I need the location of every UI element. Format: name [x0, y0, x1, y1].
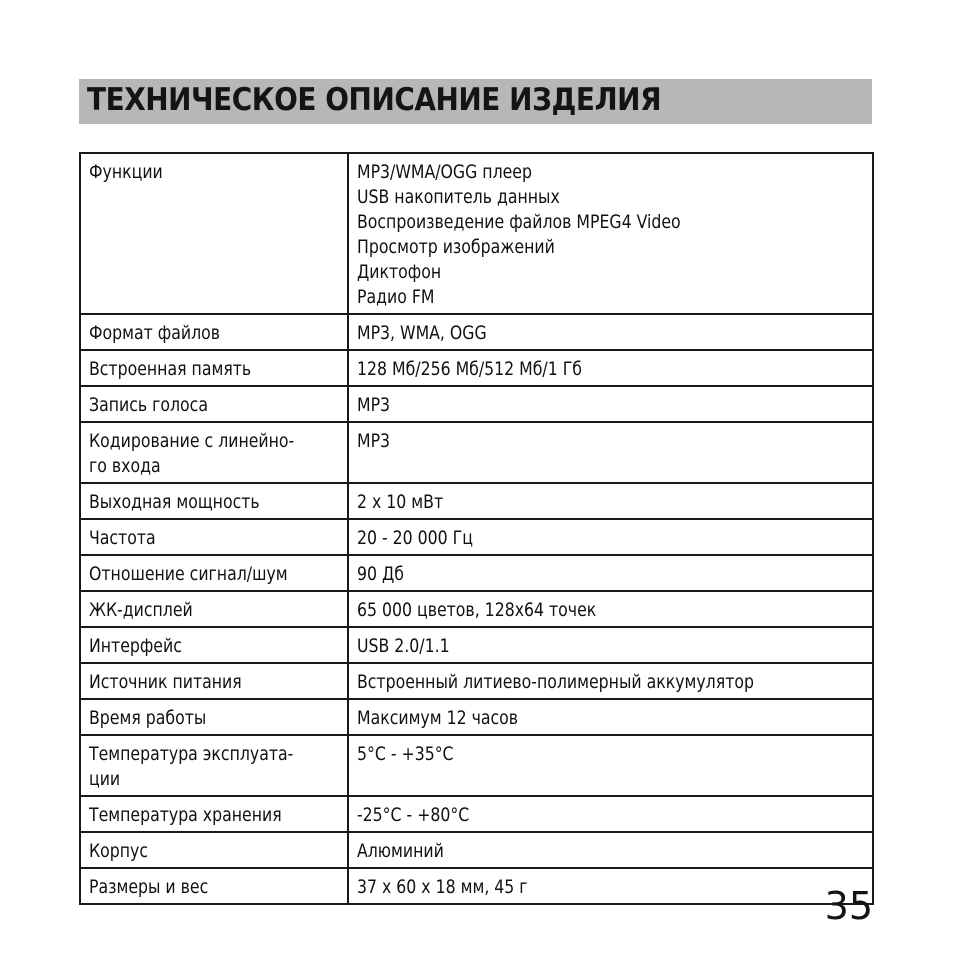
spec-label-line: Корпус [89, 840, 149, 862]
spec-value-cell [348, 868, 873, 904]
spec-label-line: Температура хранения [89, 804, 282, 826]
table-row [80, 555, 873, 591]
spec-value-line: 65 000 цветов, 128х64 точек [357, 599, 597, 621]
spec-value-line: 128 Мб/256 Мб/512 Мб/1 Гб [357, 358, 582, 380]
spec-label-line: Время работы [89, 707, 207, 729]
spec-label [89, 429, 319, 479]
spec-value-line: MP3 [357, 394, 391, 416]
spec-value-line: Воспроизведение файлов MPEG4 Video [357, 211, 681, 233]
spec-value-cell [348, 519, 873, 555]
spec-value-line: -25°С - +80°С [357, 804, 470, 826]
spec-label-line: Отношение сигнал/шум [89, 563, 288, 585]
spec-label-cell [80, 314, 348, 350]
spec-label [89, 875, 319, 900]
spec-value-cell [348, 483, 873, 519]
spec-label-cell [80, 555, 348, 591]
spec-value-line: Просмотр изображений [357, 236, 555, 258]
spec-value-line: USB 2.0/1.1 [357, 635, 450, 657]
spec-value [357, 598, 823, 623]
spec-label-line: Интерфейс [89, 635, 182, 657]
spec-value [357, 742, 823, 767]
spec-label-cell [80, 422, 348, 483]
spec-label [89, 562, 319, 587]
spec-value-line: USB накопитель данных [357, 186, 560, 208]
spec-value-line: Максимум 12 часов [357, 707, 519, 729]
spec-value-line: MP3, WMA, OGG [357, 322, 487, 344]
spec-value-line: Встроенный литиево-полимерный аккумулятор [357, 671, 754, 693]
spec-label-line: Температура эксплуата- [89, 743, 294, 765]
spec-label-line: Размеры и вес [89, 876, 209, 898]
spec-value-cell [348, 735, 873, 796]
spec-label-cell [80, 699, 348, 735]
spec-label-cell [80, 483, 348, 519]
spec-label-line: ции [89, 768, 121, 790]
spec-value-cell [348, 422, 873, 483]
spec-value-cell [348, 591, 873, 627]
spec-label-line: Кодирование с линейно- [89, 430, 295, 452]
spec-label [89, 321, 319, 346]
spec-value-cell [348, 555, 873, 591]
section-title-bar [79, 79, 872, 124]
spec-value [357, 321, 823, 346]
spec-label [89, 393, 319, 418]
specifications-table [79, 152, 874, 905]
spec-value [357, 429, 823, 454]
table-row [80, 386, 873, 422]
spec-value-cell [348, 153, 873, 314]
spec-value [357, 526, 823, 551]
spec-label-line: го входа [89, 455, 161, 477]
spec-value-line: 20 - 20 000 Гц [357, 527, 473, 549]
table-row [80, 519, 873, 555]
spec-value [357, 875, 823, 900]
page-title: ТЕХНИЧЕСКОЕ ОПИСАНИЕ ИЗДЕЛИЯ [87, 82, 662, 118]
spec-label-cell [80, 735, 348, 796]
spec-label [89, 526, 319, 551]
table-row [80, 350, 873, 386]
spec-value-line: 90 Дб [357, 563, 404, 585]
spec-value-line: MP3 [357, 430, 391, 452]
spec-value [357, 839, 823, 864]
spec-label [89, 706, 319, 731]
spec-label-cell [80, 591, 348, 627]
spec-label [89, 634, 319, 659]
table-row [80, 796, 873, 832]
spec-label [89, 598, 319, 623]
spec-value [357, 803, 823, 828]
spec-label [89, 839, 319, 864]
spec-value-cell [348, 796, 873, 832]
spec-label-cell [80, 868, 348, 904]
spec-label-line: ЖК-дисплей [89, 599, 193, 621]
spec-value [357, 490, 823, 515]
spec-label [89, 670, 319, 695]
spec-label-cell [80, 386, 348, 422]
spec-label-cell [80, 350, 348, 386]
spec-value-line: Радио FM [357, 286, 435, 308]
spec-value-cell [348, 314, 873, 350]
table-row [80, 422, 873, 483]
spec-value [357, 357, 823, 382]
spec-value [357, 634, 823, 659]
spec-value-cell [348, 350, 873, 386]
spec-label-line: Выходная мощность [89, 491, 260, 513]
table-row [80, 868, 873, 904]
spec-value-line: Диктофон [357, 261, 442, 283]
spec-value-cell [348, 386, 873, 422]
spec-label-line: Встроенная память [89, 358, 252, 380]
spec-value-cell [348, 832, 873, 868]
spec-value-cell [348, 663, 873, 699]
spec-label-cell [80, 796, 348, 832]
spec-value-line: 5°С - +35°С [357, 743, 454, 765]
table-row [80, 832, 873, 868]
spec-value-cell [348, 699, 873, 735]
table-row [80, 627, 873, 663]
table-row [80, 591, 873, 627]
spec-label [89, 357, 319, 382]
spec-value-cell [348, 627, 873, 663]
spec-value-line: 2 х 10 мВт [357, 491, 444, 513]
spec-label-cell [80, 832, 348, 868]
spec-value [357, 670, 823, 695]
table-row [80, 483, 873, 519]
spec-label-line: Формат файлов [89, 322, 221, 344]
spec-label-line: Запись голоса [89, 394, 208, 416]
spec-value-line: MP3/WMA/OGG плеер [357, 161, 532, 183]
table-row [80, 735, 873, 796]
spec-label-cell [80, 663, 348, 699]
table-row [80, 153, 873, 314]
spec-value-line: Алюминий [357, 840, 444, 862]
spec-label-line: Частота [89, 527, 156, 549]
spec-value [357, 393, 823, 418]
specifications-table-body [80, 153, 873, 904]
spec-label-cell [80, 153, 348, 314]
spec-label-cell [80, 627, 348, 663]
spec-value [357, 160, 823, 310]
spec-label [89, 490, 319, 515]
table-row [80, 699, 873, 735]
spec-label [89, 160, 319, 185]
table-row [80, 314, 873, 350]
spec-label-line: Источник питания [89, 671, 242, 693]
spec-value-line: 37 х 60 х 18 мм, 45 г [357, 876, 528, 898]
page-number: 35 [824, 884, 873, 928]
spec-value [357, 562, 823, 587]
spec-label [89, 742, 319, 792]
table-row [80, 663, 873, 699]
spec-label-cell [80, 519, 348, 555]
spec-value [357, 706, 823, 731]
spec-label [89, 803, 319, 828]
spec-label-line: Функции [89, 161, 163, 183]
